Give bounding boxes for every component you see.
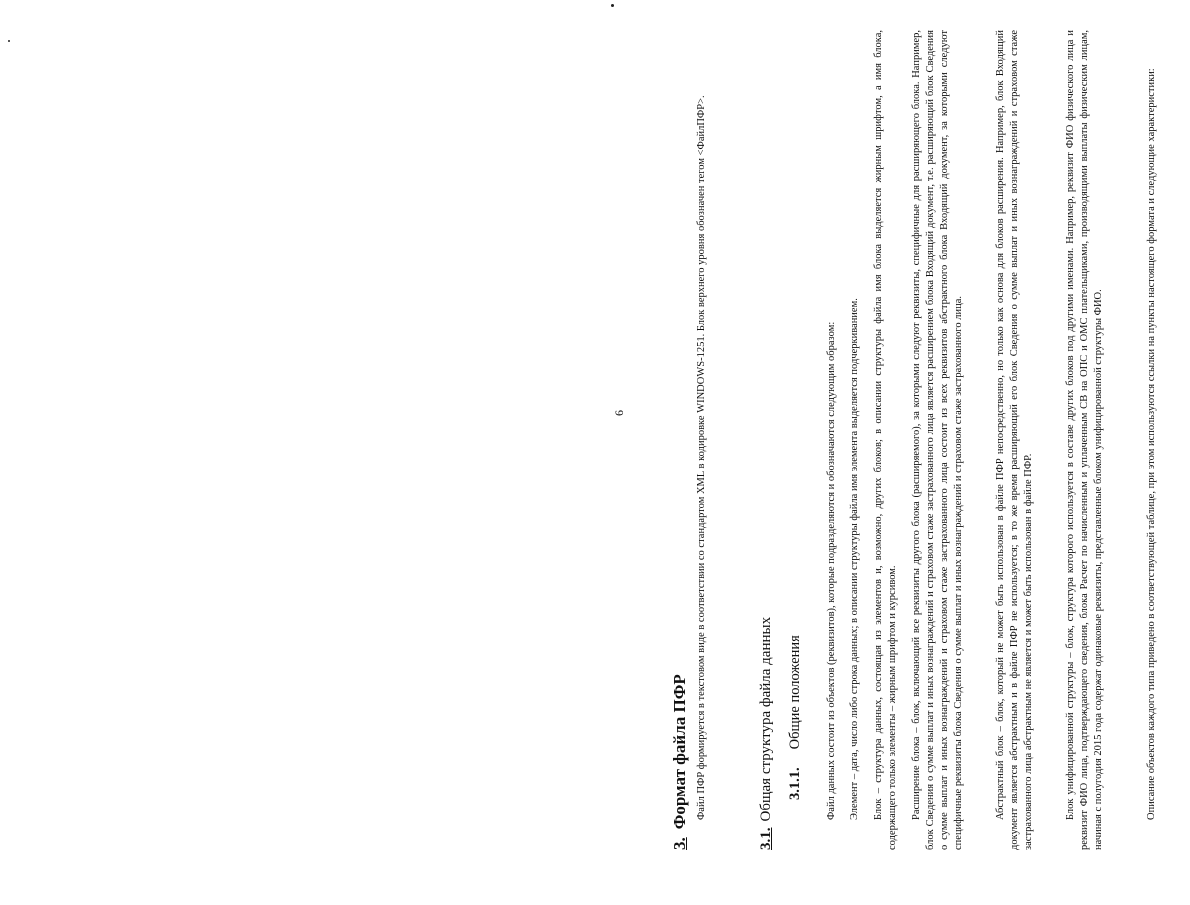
paragraph-objects: Файл данных состоит из объектов (реквизитов), которые подразделяются и обозначаются следующим образом: [826, 321, 837, 820]
section-title: Формат файла ПФР [670, 674, 689, 830]
section-heading [670, 674, 690, 850]
subsection-title: Общая структура файла данных [758, 616, 774, 822]
scan-speck [611, 4, 614, 7]
paragraph-object-description: Описание объектов каждого типа приведено в соответствующей таблице, при этом используются ссылки на пункты настоящего формата и следующие характеристики: [1146, 68, 1157, 820]
paragraph-unified-block: Блок унифицированной структуры – блок, структура которого используется в составе других блоков под другими именами. Например, реквизит ФИО физического лица и реквизит ФИО лица, подтверждающего сведения, блока Расчет по начисленным и уплаченным СВ на ОПС и ОМС плательщиками, производящими выплаты физическим лицам, начиная с полугодия 2015 года содержат одинаковые реквизиты, представленные блоком унифицированной структуры ФИО. [1065, 30, 1104, 850]
paragraph-block-extension: Расширение блока – блок, включающий все реквизиты другого блока (расширяемого), за которыми следуют реквизиты, специфичные для расширяющего блока. Например, блок Сведения о сумме выплат и иных вознаграждений и страховом стаже застрахованного лица является расширением блока Входящий документ, т.е. расширяющий блок Сведения о сумме выплат и иных вознаграждений и страховом стаже застрахованного лица состоит из всех реквизитов абстрактного блока Входящий документ, за которыми следуют специфичные реквизиты блока Сведения о сумме выплат и иных вознаграждений и страховом стаже застрахованного лица. [911, 30, 964, 850]
scan-speck [8, 40, 10, 42]
subsubsection-title: Общие положения [787, 635, 803, 750]
subsection-number: 3.1. [758, 827, 774, 850]
section-intro: Файл ПФР формируется в текстовом виде в соответствии со стандартом XML в кодировке WINDOWS-1251. Блок верхнего уровня обозначен тегом <ФайлПФР>. [696, 95, 707, 820]
page-number: 6 [612, 410, 626, 416]
subsection-heading [758, 617, 775, 850]
paragraph-element: Элемент – дата, число либо строка данных; в описании структуры файла имя элемента выделяется подчеркиванием. [849, 298, 860, 820]
section-number: 3. [670, 837, 689, 850]
subsubsection-heading [787, 635, 804, 800]
subsubsection-number: 3.1.1. [787, 767, 803, 800]
rotated-page [610, 30, 1190, 850]
paragraph-block: Блок – структура данных, состоящая из элементов и, возможно, других блоков; в описании структуры файла имя блока выделяется жирным шрифтом, а имя блока, содержащего только элементы – жирным шрифтом и курсивом. [873, 30, 898, 850]
paragraph-abstract-block: Абстрактный блок – блок, который не может быть использован в файле ПФР непосредственно, но только как основа для блоков расширения. Например, блок Входящий документ является абстрактным и в файле ПФР не используется; в то же время расширяющий его блок Сведения о сумме выплат и иных вознаграждений и страховом стаже застрахованного лица абстрактным не является и может быть использован в файле ПФР. [995, 30, 1034, 850]
